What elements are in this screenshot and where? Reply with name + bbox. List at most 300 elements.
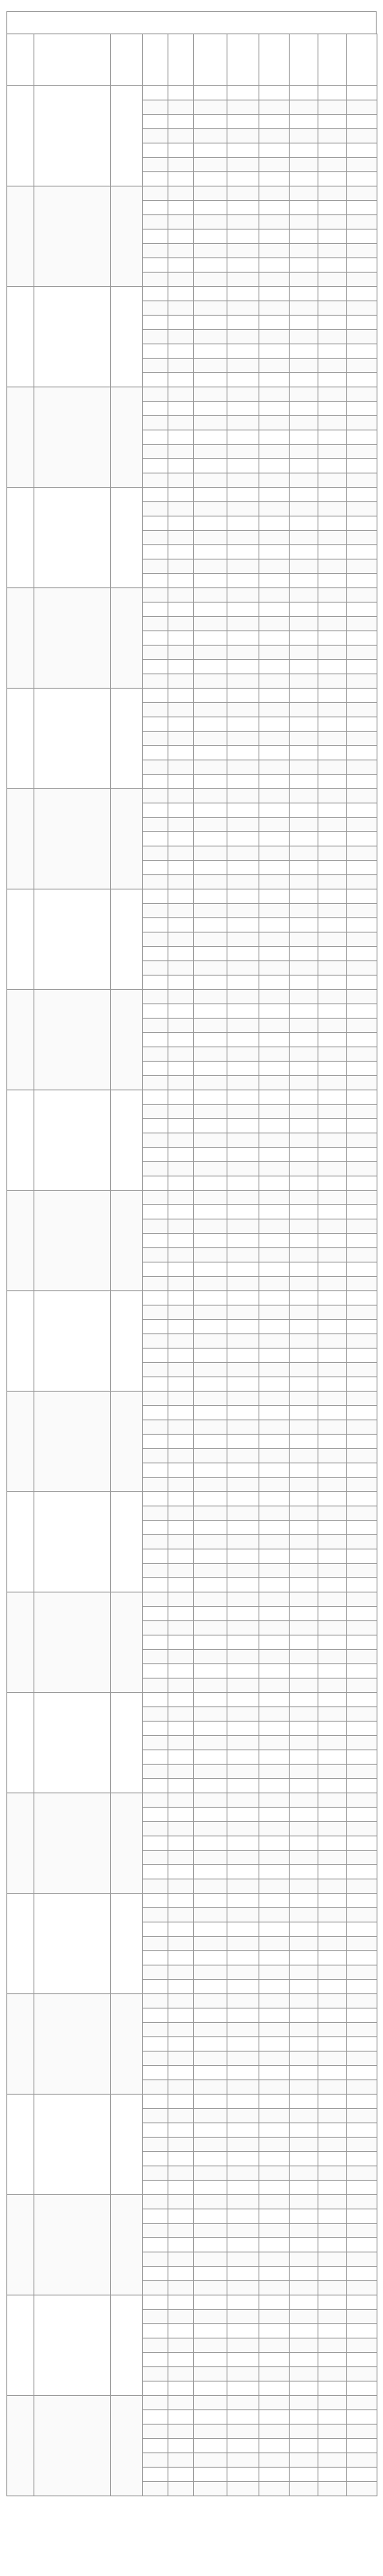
table-cell	[259, 2166, 290, 2181]
table-cell	[290, 2209, 318, 2224]
table-row	[7, 1693, 377, 1707]
table-cell	[290, 244, 318, 258]
table-cell	[290, 430, 318, 445]
table-cell	[347, 732, 377, 746]
table-cell	[227, 2181, 259, 2195]
table-cell	[7, 86, 34, 187]
table-cell	[227, 1306, 259, 1320]
table-cell	[290, 502, 318, 516]
table-cell	[227, 2009, 259, 2023]
table-cell	[194, 1707, 227, 1722]
table-cell	[318, 100, 347, 115]
table-cell	[227, 976, 259, 990]
table-cell	[290, 445, 318, 459]
table-cell	[227, 1205, 259, 1219]
table-cell	[318, 1047, 347, 1062]
table-cell	[194, 2109, 227, 2123]
table-cell	[227, 846, 259, 861]
table-cell	[143, 344, 168, 359]
header-row	[7, 34, 377, 86]
table-cell	[168, 1176, 194, 1191]
table-cell	[347, 2009, 377, 2023]
table-cell	[318, 2439, 347, 2453]
table-cell	[194, 373, 227, 387]
table-cell	[227, 1564, 259, 1578]
table-cell	[143, 2123, 168, 2138]
table-cell	[318, 1420, 347, 1435]
table-cell	[290, 2080, 318, 2095]
table-cell	[111, 1392, 143, 1492]
table-cell	[143, 703, 168, 717]
table-cell	[143, 359, 168, 373]
table-cell	[227, 1549, 259, 1564]
table-cell	[259, 1506, 290, 1521]
table-cell	[7, 287, 34, 387]
table-cell	[290, 1808, 318, 1822]
table-cell	[318, 1836, 347, 1851]
table-cell	[347, 1808, 377, 1822]
table-cell	[290, 316, 318, 330]
table-cell	[227, 287, 259, 301]
table-cell	[168, 818, 194, 832]
table-cell	[318, 2023, 347, 2037]
table-cell	[194, 1062, 227, 1076]
table-cell	[347, 2439, 377, 2453]
table-cell	[7, 889, 34, 990]
table-cell	[259, 2382, 290, 2396]
table-cell	[290, 258, 318, 273]
table-cell	[194, 1234, 227, 1248]
table-cell	[290, 2310, 318, 2324]
table-cell	[318, 2066, 347, 2080]
table-cell	[318, 516, 347, 531]
table-cell	[347, 560, 377, 574]
table-cell	[143, 861, 168, 875]
table-cell	[34, 1291, 111, 1392]
table-cell	[318, 889, 347, 904]
table-cell	[259, 1406, 290, 1420]
table-cell	[347, 2324, 377, 2338]
table-cell	[168, 1578, 194, 1592]
table-cell	[347, 746, 377, 760]
table-cell	[347, 287, 377, 301]
table-cell	[143, 287, 168, 301]
table-cell	[347, 918, 377, 933]
table-cell	[347, 1994, 377, 2009]
table-cell	[347, 143, 377, 158]
table-cell	[143, 2109, 168, 2123]
table-cell	[347, 717, 377, 732]
table-cell	[143, 1492, 168, 1506]
table-cell	[347, 1105, 377, 1119]
table-cell	[227, 1693, 259, 1707]
table-cell	[347, 947, 377, 961]
table-cell	[143, 2338, 168, 2353]
table-cell	[259, 1650, 290, 1664]
table-cell	[227, 1435, 259, 1449]
table-cell	[259, 488, 290, 502]
table-cell	[168, 1047, 194, 1062]
table-cell	[290, 2453, 318, 2468]
table-cell	[227, 617, 259, 631]
table-cell	[34, 1191, 111, 1291]
table-cell	[168, 1535, 194, 1549]
table-cell	[194, 2439, 227, 2453]
table-cell	[259, 1133, 290, 1148]
table-cell	[227, 359, 259, 373]
table-cell	[194, 1650, 227, 1664]
table-cell	[347, 373, 377, 387]
table-cell	[168, 1392, 194, 1406]
table-cell	[318, 1205, 347, 1219]
table-cell	[7, 2095, 34, 2195]
table-cell	[168, 933, 194, 947]
table-cell	[259, 2252, 290, 2267]
table-cell	[290, 2267, 318, 2281]
table-cell	[194, 1492, 227, 1506]
table-row	[7, 1090, 377, 1105]
table-cell	[227, 1750, 259, 1765]
table-cell	[168, 2209, 194, 2224]
table-cell	[347, 359, 377, 373]
table-row	[7, 2095, 377, 2109]
table-cell	[143, 129, 168, 143]
table-cell	[259, 2080, 290, 2095]
table-cell	[194, 689, 227, 703]
table-cell	[347, 2425, 377, 2439]
table-cell	[194, 1363, 227, 1377]
table-cell	[347, 1478, 377, 1492]
table-cell	[227, 1894, 259, 1908]
table-cell	[168, 1894, 194, 1908]
table-cell	[168, 2152, 194, 2166]
table-cell	[227, 2267, 259, 2281]
table-cell	[194, 115, 227, 129]
table-cell	[194, 2138, 227, 2152]
table-cell	[318, 1736, 347, 1750]
table-cell	[194, 1578, 227, 1592]
table-cell	[259, 689, 290, 703]
table-cell	[259, 330, 290, 344]
table-cell	[7, 789, 34, 889]
table-cell	[194, 603, 227, 617]
table-cell	[259, 1191, 290, 1205]
table-cell	[318, 1750, 347, 1765]
table-cell	[259, 1334, 290, 1349]
table-cell	[290, 2066, 318, 2080]
table-cell	[347, 1722, 377, 1736]
table-cell	[194, 1349, 227, 1363]
table-cell	[347, 531, 377, 545]
table-cell	[168, 1478, 194, 1492]
table-cell	[318, 1578, 347, 1592]
table-cell	[318, 1607, 347, 1621]
table-cell	[7, 1392, 34, 1492]
table-cell	[318, 330, 347, 344]
table-cell	[290, 1076, 318, 1090]
table-cell	[259, 1578, 290, 1592]
table-cell	[290, 1463, 318, 1478]
table-cell	[290, 947, 318, 961]
table-cell	[290, 961, 318, 976]
table-cell	[290, 1722, 318, 1736]
table-cell	[347, 301, 377, 316]
table-cell	[290, 1636, 318, 1650]
table-cell	[227, 1004, 259, 1019]
table-cell	[318, 1693, 347, 1707]
table-cell	[290, 1262, 318, 1277]
table-cell	[318, 115, 347, 129]
table-cell	[259, 430, 290, 445]
table-cell	[347, 1205, 377, 1219]
table-cell	[143, 1779, 168, 1793]
table-cell	[143, 1004, 168, 1019]
table-cell	[168, 430, 194, 445]
table-cell	[347, 1162, 377, 1176]
table-cell	[290, 703, 318, 717]
table-cell	[168, 1420, 194, 1435]
table-cell	[143, 646, 168, 660]
table-cell	[34, 287, 111, 387]
table-cell	[290, 1219, 318, 1234]
table-cell	[111, 2095, 143, 2195]
table-cell	[143, 1592, 168, 1607]
table-cell	[143, 1148, 168, 1162]
table-cell	[194, 674, 227, 689]
table-cell	[227, 1033, 259, 1047]
table-cell	[194, 660, 227, 674]
table-cell	[168, 1664, 194, 1679]
table-cell	[290, 1564, 318, 1578]
table-cell	[168, 1808, 194, 1822]
table-cell	[7, 1994, 34, 2095]
table-cell	[347, 2095, 377, 2109]
table-cell	[318, 445, 347, 459]
table-cell	[259, 818, 290, 832]
table-cell	[227, 1506, 259, 1521]
table-cell	[168, 2367, 194, 2382]
table-cell	[259, 1549, 290, 1564]
table-cell	[168, 717, 194, 732]
table-cell	[347, 545, 377, 560]
table-row	[7, 1793, 377, 1808]
table-cell	[168, 215, 194, 230]
table-cell	[143, 775, 168, 789]
table-cell	[259, 1521, 290, 1535]
table-cell	[227, 273, 259, 287]
table-cell	[194, 574, 227, 588]
table-cell	[168, 344, 194, 359]
col-header	[290, 34, 318, 86]
table-cell	[227, 961, 259, 976]
table-cell	[168, 516, 194, 531]
table-cell	[347, 1176, 377, 1191]
table-cell	[259, 2123, 290, 2138]
table-cell	[227, 818, 259, 832]
table-cell	[290, 158, 318, 172]
table-cell	[227, 1406, 259, 1420]
table-cell	[227, 1090, 259, 1105]
table-row	[7, 1894, 377, 1908]
table-cell	[259, 732, 290, 746]
table-cell	[168, 416, 194, 430]
table-cell	[227, 1291, 259, 1306]
table-cell	[143, 488, 168, 502]
table-cell	[347, 516, 377, 531]
table-cell	[168, 1219, 194, 1234]
table-cell	[168, 588, 194, 603]
table-cell	[290, 2109, 318, 2123]
table-cell	[318, 301, 347, 316]
table-cell	[168, 1463, 194, 1478]
table-cell	[318, 2310, 347, 2324]
table-cell	[143, 746, 168, 760]
table-cell	[318, 775, 347, 789]
table-cell	[194, 2080, 227, 2095]
table-cell	[290, 129, 318, 143]
table-cell	[143, 2238, 168, 2252]
table-cell	[34, 1994, 111, 2095]
table-cell	[143, 1377, 168, 1392]
table-cell	[259, 2181, 290, 2195]
table-cell	[347, 646, 377, 660]
table-cell	[143, 2295, 168, 2310]
table-cell	[143, 2252, 168, 2267]
table-cell	[168, 631, 194, 646]
table-cell	[318, 258, 347, 273]
table-cell	[347, 2295, 377, 2310]
table-cell	[143, 1707, 168, 1722]
table-cell	[259, 918, 290, 933]
table-cell	[259, 1320, 290, 1334]
table-cell	[318, 603, 347, 617]
table-cell	[318, 1779, 347, 1793]
col-header	[34, 34, 111, 86]
table-cell	[168, 1062, 194, 1076]
table-cell	[290, 359, 318, 373]
table-cell	[227, 875, 259, 889]
table-cell	[194, 1320, 227, 1334]
table-cell	[143, 2037, 168, 2052]
table-cell	[227, 889, 259, 904]
table-cell	[143, 402, 168, 416]
table-cell	[290, 875, 318, 889]
table-cell	[347, 115, 377, 129]
table-cell	[318, 1535, 347, 1549]
table-cell	[259, 2152, 290, 2166]
table-cell	[318, 1592, 347, 1607]
table-cell	[168, 143, 194, 158]
table-cell	[318, 2123, 347, 2138]
table-cell	[227, 646, 259, 660]
table-cell	[7, 588, 34, 689]
table-cell	[227, 1621, 259, 1636]
table-cell	[347, 1865, 377, 1879]
table-cell	[143, 717, 168, 732]
table-cell	[318, 230, 347, 244]
table-cell	[318, 1894, 347, 1908]
table-cell	[143, 1865, 168, 1879]
table-cell	[259, 1277, 290, 1291]
table-cell	[290, 2367, 318, 2382]
col-header	[111, 34, 143, 86]
table-cell	[168, 2267, 194, 2281]
table-cell	[318, 918, 347, 933]
table-cell	[194, 2468, 227, 2482]
table-cell	[227, 2338, 259, 2353]
table-cell	[318, 631, 347, 646]
table-cell	[227, 1908, 259, 1922]
table-cell	[143, 1980, 168, 1994]
table-cell	[259, 976, 290, 990]
table-cell	[227, 990, 259, 1004]
table-cell	[194, 1291, 227, 1306]
table-cell	[318, 588, 347, 603]
table-cell	[259, 2482, 290, 2496]
table-cell	[168, 1564, 194, 1578]
table-cell	[347, 1951, 377, 1965]
table-cell	[168, 889, 194, 904]
table-cell	[318, 2353, 347, 2367]
table-cell	[143, 1822, 168, 1836]
table-cell	[168, 1191, 194, 1205]
table-cell	[259, 1162, 290, 1176]
table-cell	[143, 1234, 168, 1248]
table-cell	[290, 1248, 318, 1262]
table-cell	[168, 473, 194, 488]
table-cell	[227, 1951, 259, 1965]
table-cell	[347, 1592, 377, 1607]
table-cell	[318, 660, 347, 674]
table-cell	[34, 2195, 111, 2295]
table-cell	[347, 1908, 377, 1922]
table-cell	[143, 2009, 168, 2023]
table-cell	[318, 1076, 347, 1090]
table-cell	[227, 760, 259, 775]
table-cell	[318, 1019, 347, 1033]
table-cell	[143, 2195, 168, 2209]
table-cell	[290, 1406, 318, 1420]
table-cell	[318, 1980, 347, 1994]
table-cell	[227, 201, 259, 215]
table-cell	[227, 574, 259, 588]
table-cell	[259, 1621, 290, 1636]
table-cell	[259, 1535, 290, 1549]
table-cell	[194, 889, 227, 904]
table-row	[7, 387, 377, 402]
table-cell	[318, 746, 347, 760]
table-cell	[227, 2152, 259, 2166]
table-cell	[227, 1019, 259, 1033]
table-cell	[168, 1377, 194, 1392]
table-cell	[34, 1894, 111, 1994]
table-cell	[318, 1406, 347, 1420]
table-cell	[143, 2052, 168, 2066]
table-cell	[259, 1076, 290, 1090]
table-cell	[194, 100, 227, 115]
table-cell	[194, 1564, 227, 1578]
table-cell	[227, 1779, 259, 1793]
table-cell	[259, 1004, 290, 1019]
table-cell	[259, 416, 290, 430]
table-cell	[194, 129, 227, 143]
table-cell	[347, 129, 377, 143]
table-cell	[194, 387, 227, 402]
table-cell	[347, 1621, 377, 1636]
table-cell	[347, 2468, 377, 2482]
table-cell	[259, 2267, 290, 2281]
table-cell	[290, 86, 318, 100]
